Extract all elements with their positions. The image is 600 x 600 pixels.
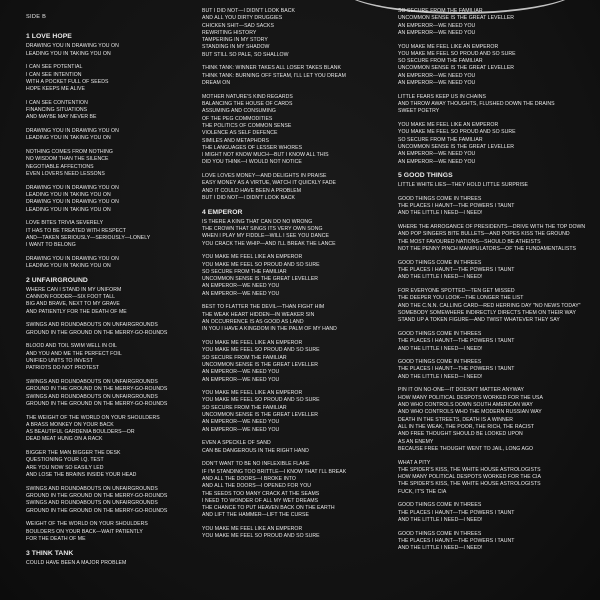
lyric-line: BUT STILL SO PALE, SO SHALLOW: [202, 51, 289, 58]
lyric-stanza: [26, 100, 204, 122]
lyric-line: WITH A POCKET FULL OF SEEDS: [26, 78, 109, 85]
lyric-line: CANNON FODDER—SIX FOOT TALL: [26, 294, 116, 301]
lyric-line: HOW MANY POLITICAL DESPOTS WORKED FOR THE CIA: [398, 474, 541, 481]
lyric-line: SO SECURE FROM THE FAMILIAR: [398, 8, 483, 14]
lyric-line: AND POP SINGERS BITE BULLETS—AND POPES KISS THE GROUND: [398, 231, 570, 238]
lyric-line: I CAN SEE INTENTION: [26, 71, 82, 78]
lyric-line: THE CROWN THAT SINGS ITS VERY OWN SONG: [202, 225, 323, 232]
lyric-line: BECAUSE FREE THOUGHT WENT TO JAIL, LONG AGO: [398, 445, 534, 452]
lyric-line: THE SPIDER'S KISS, THE WHITE HOUSE ASTROLOGISTS: [398, 466, 541, 473]
lyric-stanza: [398, 182, 576, 189]
lyric-stanza: [202, 526, 380, 541]
lyric-line: LITTLE WHITE LIES—THEY HOLD LITTLE SURPRISE: [398, 182, 529, 189]
lyric-line: NOTHING COMES FROM NOTHING: [26, 149, 113, 156]
lyric-line: AN EMPEROR—WE NEED YOU: [398, 72, 476, 79]
lyric-line: YOU MAKE ME FEEL LIKE AN EMPEROR: [398, 122, 499, 129]
lyric-line: THE LANGUAGES OF LESSER WHORES: [202, 144, 303, 151]
side-label: SIDE B: [26, 14, 47, 20]
lyric-stanza: [398, 44, 576, 88]
lyric-line: WEIGHT OF THE WORLD ON YOUR SHOULDERS: [26, 521, 148, 528]
lyric-line: FOR EVERYONE SPOTTED—TEN GET MISSED: [398, 288, 515, 295]
lyric-line: DRAWING YOU IN DRAWING YOU ON: [26, 184, 119, 191]
lyric-line: AND THE C.N.N. CALLING CARD—RED HERRING DAY "NO NEWS TODAY": [398, 302, 581, 309]
lyrics-column-2: [202, 8, 380, 547]
lyric-line: WHAT A PITY: [398, 459, 431, 466]
lyric-line: AND YOU AND ME THE PERFECT FOIL: [26, 350, 122, 357]
lyric-line: COULD HAVE BEEN A MAJOR PROBLEM: [26, 559, 127, 566]
lyric-line: NOT THE PENNY PINCH MANIPULATORS—OF THE FUNDAMENTALISTS: [398, 246, 577, 253]
lyrics-column-3: [398, 8, 586, 559]
lyric-line: BIGGER THE MAN BIGGER THE DESK: [26, 450, 121, 457]
lyric-line: THINK TANK: WINNER TAKES ALL LOSER TAKES BLANK: [202, 65, 341, 72]
song-block: [398, 172, 586, 552]
lyric-line: BUT I DID NOT—I DIDN'T LOOK BACK: [202, 8, 295, 14]
lyric-stanza: [202, 219, 380, 248]
lyric-stanza: [26, 149, 204, 178]
lyric-line: YOU MAKE ME FEEL SO PROUD AND SO SURE: [398, 129, 516, 136]
lyric-line: BOULDERS ON YOUR BACK—WAIT PATIENTLY: [26, 528, 143, 535]
lyric-line: UNCOMMON SENSE IS THE GREAT LEVELLER: [398, 143, 515, 150]
song-title: 5 GOOD THINGS: [398, 172, 453, 180]
lyric-line: THE WEAK HEART HIDDEN—IN WEAKER SIN: [202, 311, 315, 318]
lyric-line: UNCOMMON SENSE IS THE GREAT LEVELLER: [202, 276, 319, 283]
lyric-line: FUCK, IT'S THE CIA: [398, 488, 447, 495]
lyric-line: YOU MAKE ME FEEL SO PROUD AND SO SURE: [202, 397, 320, 404]
lyric-stanza: [398, 94, 576, 116]
lyric-stanza: [398, 288, 581, 324]
lyric-line: THE WEIGHT OF THE WORLD ON YOUR SHOULDERS: [26, 414, 160, 421]
lyric-line: IS THERE A KING THAT CAN DO NO WRONG: [202, 218, 313, 225]
lyric-line: GROUND IN THE GROUND ON THE MERRY-GO-ROUNDS: [26, 329, 168, 336]
lyric-line: AND ALL THE DOORS—I OPENED FOR YOU: [202, 483, 312, 490]
lyric-line: AND THE LITTLE I NEED—I NEED!: [398, 210, 483, 217]
lyric-stanza: [26, 521, 204, 543]
lyric-line: GOOD THINGS COME IN THREES: [398, 359, 482, 366]
lyric-line: UNCOMMON SENSE IS THE GREAT LEVELLER: [398, 65, 515, 72]
lyric-line: AN EMPEROR—WE NEED YOU: [398, 151, 476, 158]
lyric-line: SIMILES AND METAPHORS: [202, 137, 269, 144]
lyric-line: THINK TANK: BURNING OFF STEAM, I'LL LET YOU DREAM: [202, 72, 346, 79]
lyric-line: AN EMPEROR—WE NEED YOU: [398, 22, 476, 29]
lyric-line: GROUND IN THE GROUND ON THE MERRY-GO-ROUNDS: [26, 493, 168, 500]
lyric-line: GOOD THINGS COME IN THREES: [398, 195, 482, 202]
lyric-line: BALANCING THE HOUSE OF CARDS: [202, 101, 293, 108]
lyric-line: ARE YOU NOW SO EASILY LED: [26, 464, 104, 471]
lyric-line: GROUND IN THE GROUND ON THE MERRY-GO-ROUNDS: [26, 400, 168, 407]
lyric-line: DRAWING YOU IN DRAWING YOU ON: [26, 255, 119, 262]
lyric-line: DEAD MEAT HUNG ON A RACK: [26, 436, 103, 443]
lyric-line: SO SECURE FROM THE FAMILIAR: [398, 136, 483, 143]
lyric-line: I CAN SEE POTENTIAL: [26, 64, 83, 71]
lyric-line: LEADING YOU IN TAKING YOU ON: [26, 50, 111, 57]
lyric-stanza: [398, 460, 576, 496]
lyric-stanza: [26, 287, 204, 316]
song-block: [26, 550, 204, 567]
lyric-line: IN YOU I HAVE A KINGDOM IN THE PALM OF MY HAND: [202, 326, 337, 333]
lyric-line: AND—TAKEN SERIOUSLY—SERIOUSLY—LONELY: [26, 234, 151, 241]
song-block: [398, 8, 576, 166]
lyric-stanza: [26, 450, 204, 479]
lyric-stanza: [26, 415, 204, 444]
lyric-stanza: [26, 486, 204, 515]
lyric-line: AN EMPEROR—WE NEED YOU: [398, 158, 476, 165]
song-block: [202, 8, 380, 202]
lyric-line: DRAWING YOU IN DRAWING YOU ON: [26, 199, 119, 206]
lyric-line: YOU MAKE ME FEEL LIKE AN EMPEROR: [202, 390, 303, 397]
lyric-line: AND THE LITTLE I NEED—I NEED!: [398, 545, 483, 552]
lyric-line: AN OCCURRENCE IS AS GOOD AS LAND: [202, 319, 304, 326]
lyric-stanza: [202, 390, 380, 434]
lyric-line: A BRASS MONKEY ON YOUR BACK: [26, 421, 114, 428]
lyric-line: STANDING IN MY SHADOW: [202, 44, 270, 51]
lyric-line: DID YOU THINK—I WOULD NOT NOTICE: [202, 159, 302, 166]
lyric-line: GOOD THINGS COME IN THREES: [398, 259, 482, 266]
lyric-stanza: [26, 64, 204, 93]
lyric-line: GOOD THINGS COME IN THREES: [398, 530, 482, 537]
lyric-line: AS BEAUTIFUL GARDENIA BOULDERS—OR: [26, 429, 135, 436]
lyric-line: THE PLACES I HAUNT—THE POWERS I TAUNT: [398, 537, 515, 544]
lyric-line: AND MAYBE MAY NEVER BE: [26, 114, 97, 121]
song-block: [26, 277, 204, 543]
lyric-line: REWRITING HISTORY: [202, 29, 257, 36]
lyric-line: UNCOMMON SENSE IS THE GREAT LEVELLER: [202, 361, 319, 368]
lyric-line: SWINGS AND ROUNDABOUTS ON UNFAIRGROUNDS: [26, 393, 158, 400]
lyric-stanza: [26, 322, 204, 337]
lyric-line: AND LOSE THE BRAINS INSIDE YOUR HEAD: [26, 472, 137, 479]
lyric-line: BEST TO FLATTER THE DEVIL—THAN FIGHT HIM: [202, 304, 325, 311]
lyric-stanza: [398, 122, 576, 166]
lyric-stanza: [26, 43, 204, 58]
lyric-stanza: [202, 440, 380, 455]
lyric-line: AND FREE THOUGHT SHOULD BE LOOKED UPON: [398, 431, 523, 438]
lyric-stanza: [202, 254, 380, 298]
lyric-line: AND PATIENTLY FOR THE DEATH OF ME: [26, 308, 127, 315]
lyric-line: LEADING YOU IN TAKING YOU ON: [26, 263, 111, 270]
lyric-stanza: [202, 461, 380, 519]
lyric-line: YOU MAKE ME FEEL LIKE AN EMPEROR: [398, 43, 499, 50]
song-title: 3 THINK TANK: [26, 549, 74, 557]
lyric-line: AN EMPEROR—WE NEED YOU: [202, 426, 280, 433]
lyric-line: AND WHO CONTROLS DOWN SOUTH AMERICAN WAY: [398, 402, 533, 409]
lyric-line: AND THE LITTLE I NEED—I NEED!: [398, 345, 483, 352]
song-title: 2 UNFAIRGROUND: [26, 276, 88, 284]
lyric-line: WHERE THE ARROGANCE OF PRESIDENTS—DRIVE WITH THE TOP DOWN: [398, 224, 586, 231]
lyric-line: AN EMPEROR—WE NEED YOU: [202, 283, 280, 290]
lyric-line: THE MOST FAVOURED NATIONS—SHOULD BE ATHEISTS: [398, 238, 541, 245]
lyric-stanza: [398, 531, 576, 553]
lyric-line: NEGOTIABLE AFFECTIONS: [26, 163, 94, 170]
lyric-line: SO SECURE FROM THE FAMILIAR: [202, 354, 287, 361]
lyric-line: AND THE LITTLE I NEED—I NEED!: [398, 373, 483, 380]
lyric-line: LEADING YOU IN TAKING YOU ON: [26, 135, 111, 142]
lyric-line: SO SECURE FROM THE FAMILIAR: [202, 404, 287, 411]
lyric-line: SWINGS AND ROUNDABOUTS ON UNFAIRGROUNDS: [26, 500, 158, 507]
lyric-line: YOU MAKE ME FEEL SO PROUD AND SO SURE: [202, 347, 320, 354]
lyric-line: SWEET POETRY: [398, 108, 440, 115]
lyric-line: TAMPERING IN MY STORY: [202, 37, 268, 44]
lyric-line: CAN BE DANGEROUS IN THE RIGHT HAND: [202, 447, 309, 454]
lyric-line: THE CHANCE TO PUT HEAVEN BACK ON THE EARTH: [202, 505, 335, 512]
lyric-line: LEADING YOU IN TAKING YOU ON: [26, 192, 111, 198]
lyric-line: MOTHER NATURE'S KIND REGARDS: [202, 93, 293, 100]
lyric-line: I CAN SEE CONTENTION: [26, 99, 88, 106]
lyric-stanza: [398, 260, 576, 282]
lyric-line: DREAM ON: [202, 80, 231, 87]
lyric-line: IF I'M STANDING TOO BRITTLE—I KNOW THAT I'LL BREAK: [202, 468, 347, 475]
lyric-line: I WANT TO BELONG: [26, 242, 76, 249]
lyric-line: GROUND IN THE GROUND ON THE MERRY-GO-ROUNDS: [26, 386, 168, 393]
lyric-stanza: [398, 387, 576, 453]
lyric-stanza: [26, 343, 204, 372]
lyric-stanza: [202, 94, 380, 167]
lyric-line: HOPE KEEPS ME ALIVE: [26, 86, 85, 93]
lyric-line: UNCOMMON SENSE IS THE GREAT LEVELLER: [398, 15, 515, 22]
lyric-line: THE POLITICS OF COMMON SENSE: [202, 122, 292, 129]
lyrics-column-1: [26, 8, 204, 573]
lyric-stanza: [26, 560, 204, 567]
lyric-stanza: [398, 8, 576, 37]
lyric-line: CHICKEN SHIT—SAD SACKS: [202, 22, 274, 29]
lyric-line: AS AN ENEMY: [398, 438, 434, 445]
lyric-line: DRAWING YOU IN DRAWING YOU ON: [26, 128, 119, 135]
lyric-stanza: [202, 173, 380, 202]
lyric-line: BLOOD AND TOIL SWIM WELL IN OIL: [26, 343, 117, 350]
lyric-line: THE DEEPER YOU LOOK—THE LONGER THE LIST: [398, 295, 524, 302]
lyric-line: AN EMPEROR—WE NEED YOU: [202, 419, 280, 426]
lyric-line: FINANCING SITUATIONS: [26, 107, 88, 114]
song-block: [26, 33, 204, 270]
lyric-line: YOU MAKE ME FEEL LIKE AN EMPEROR: [202, 340, 303, 347]
lyric-line: THE PLACES I HAUNT—THE POWERS I TAUNT: [398, 366, 515, 373]
lyric-line: SO SECURE FROM THE FAMILIAR: [202, 268, 287, 275]
lyric-stanza: [398, 359, 576, 381]
lyric-line: BIG AND BRAVE, NEXT TO MY GRAVE: [26, 301, 120, 308]
lyric-line: I NEED TO WONDER OF ALL MY WET DREAMS: [202, 497, 319, 504]
lyric-stanza: [26, 128, 204, 143]
lyric-line: SWINGS AND ROUNDABOUTS ON UNFAIRGROUNDS: [26, 378, 158, 385]
lyric-line: AN EMPEROR—WE NEED YOU: [202, 369, 280, 376]
lyric-line: FOR THE DEATH OF ME: [26, 535, 86, 542]
lyric-stanza: [26, 185, 204, 214]
lyric-line: AN EMPEROR—WE NEED YOU: [202, 290, 280, 297]
lyric-line: ALL IN THE WEAK, THE POOR, THE RICH, THE RACIST: [398, 423, 535, 430]
lyric-line: AND THE LITTLE I NEED—I NEED!: [398, 274, 483, 281]
lyric-line: LEADING YOU IN TAKING YOU ON: [26, 206, 111, 213]
lyric-line: AND LIFT THE HAMMER—LIFT THE CURSE: [202, 512, 310, 519]
lyric-line: UNIFIED UNITS TO INVEST: [26, 358, 93, 364]
lyric-line: THE SPIDER'S KISS, THE WHITE HOUSE ASTROLOGISTS: [398, 481, 541, 488]
lyric-line: THE PLACES I HAUNT—THE POWERS I TAUNT: [398, 267, 515, 274]
lyric-line: YOU CRACK THE WHIP—AND I'LL BREAK THE LANCE: [202, 240, 336, 247]
lyric-line: QUESTIONING YOUR I.Q. TEST: [26, 457, 104, 464]
lyric-line: ASSUMING AND CONSUMING: [202, 108, 276, 115]
lyric-stanza: [26, 256, 204, 271]
lyric-line: YOU MAKE ME FEEL LIKE AN EMPEROR: [202, 254, 303, 261]
lyric-line: NO WISDOM THAN THE SILENCE: [26, 156, 109, 163]
lyric-stanza: [398, 331, 576, 353]
lyric-line: VIOLENCE AS SELF DEFENCE: [202, 130, 278, 137]
lyric-line: THE PLACES I HAUNT—THE POWERS I TAUNT: [398, 509, 515, 516]
lyric-line: SO SECURE FROM THE FAMILIAR: [398, 58, 483, 65]
lyric-line: STAND UP A TOKEN FIGURE—AND TWIST WHATEVER THEY SAY: [398, 317, 560, 324]
lyric-line: WHERE CAN I STAND IN MY UNIFORM: [26, 286, 122, 293]
lyric-line: DON'T WANT TO BE NO INFLEXIBLE FLAKE: [202, 461, 310, 468]
lyric-stanza: [398, 224, 586, 253]
lyric-line: GOOD THINGS COME IN THREES: [398, 502, 482, 509]
lyric-line: YOU MAKE ME FEEL LIKE AN EMPEROR: [202, 526, 303, 533]
lyric-line: WHEN I PLAY MY FIDDLE—WILL I SEE YOU DANCE: [202, 233, 329, 240]
lyric-line: LOVE LOVES MONEY—AND DELIGHTS IN PRAISE: [202, 173, 327, 180]
lyric-line: HOW MANY POLITICAL DESPOTS WORKED FOR THE USA: [398, 394, 543, 401]
lyric-line: SWINGS AND ROUNDABOUTS ON UNFAIRGROUNDS: [26, 322, 158, 329]
lyric-stanza: [202, 8, 380, 59]
lyric-line: I MIGHT NOT KNOW MUCH—BUT I KNOW ALL THIS: [202, 152, 329, 159]
lyric-line: DRAWING YOU IN DRAWING YOU ON: [26, 43, 119, 50]
lyric-line: LITTLE FEARS KEEP US IN CHAINS: [398, 93, 486, 100]
song-block: [202, 209, 380, 541]
lyric-line: GOOD THINGS COME IN THREES: [398, 330, 482, 337]
lyric-line: EVEN LOVERS NEED LESSONS: [26, 171, 105, 178]
lyric-line: EASY MONEY AS A VIRTUE, WATCH IT QUICKLY FADE: [202, 180, 336, 187]
lyric-line: DEATH IN THE STREETS, DEATH IS A WINNER: [398, 416, 514, 423]
lyric-line: AN EMPEROR—WE NEED YOU: [398, 29, 476, 36]
lyric-stanza: [398, 196, 576, 218]
lyric-line: AND ALL THE DOORS—I BROKE INTO: [202, 475, 296, 482]
lyric-line: AND IT COULD HAVE BEEN A PROBLEM: [202, 187, 302, 194]
lyric-line: LOVE BITES TRIVIA SEVERELY: [26, 220, 104, 227]
lyric-line: SWINGS AND ROUNDABOUTS ON UNFAIRGROUNDS: [26, 485, 158, 492]
lyric-line: BUT I DID NOT—I DIDN'T LOOK BACK: [202, 195, 295, 201]
song-title: 4 EMPEROR: [202, 208, 243, 216]
lyric-stanza: [202, 340, 380, 384]
lyric-line: AN EMPEROR—WE NEED YOU: [398, 80, 476, 87]
song-title: 1 LOVE HOPE: [26, 33, 72, 41]
lyric-line: GROUND IN THE GROUND ON THE MERRY-GO-ROUNDS: [26, 507, 168, 514]
lyric-line: YOU MAKE ME FEEL SO PROUD AND SO SURE: [202, 261, 320, 268]
lyric-stanza: [398, 502, 576, 524]
lyric-line: YOU MAKE ME FEEL SO PROUD AND SO SURE: [202, 533, 320, 540]
lyric-line: PIN IT ON NO-ONE—IT DOESN'T MATTER ANYWAY: [398, 387, 525, 394]
lyric-stanza: [26, 220, 204, 249]
lyric-line: AND THE LITTLE I NEED—I NEED!: [398, 517, 483, 523]
lyric-line: EVEN A SPECKLE OF SAND: [202, 440, 271, 447]
lyric-line: THE SEEDS TOO MANY CRACK AT THE SEAMS: [202, 490, 320, 497]
lyric-line: SOMEBODY SOMEWHERE INDIRECTLY DIRECTS THEM ON THEIR WAY: [398, 309, 576, 316]
lyric-stanza: [26, 379, 204, 408]
lyric-line: THE PLACES I HAUNT—THE POWERS I TAUNT: [398, 338, 515, 345]
lyric-line: AN EMPEROR—WE NEED YOU: [202, 376, 280, 383]
lyric-line: IT HAS TO BE TREATED WITH RESPECT: [26, 227, 127, 234]
lyric-line: YOU MAKE ME FEEL SO PROUD AND SO SURE: [398, 50, 516, 57]
lyric-stanza: [202, 304, 380, 333]
lyric-line: THE PLACES I HAUNT—THE POWERS I TAUNT: [398, 203, 515, 210]
lyric-line: AND THROW AWAY THOUGHTS, FLUSHED DOWN THE DRAINS: [398, 101, 555, 108]
lyric-line: UNCOMMON SENSE IS THE GREAT LEVELLER: [202, 412, 319, 419]
lyric-line: AND ALL YOU DIRTY DRUGGIES: [202, 15, 283, 22]
lyric-line: AND WHO CONTROLS WHO THE MODERN RUSSIAN WAY: [398, 409, 542, 416]
lyric-line: OF THE PEG COMMODITIES: [202, 115, 273, 122]
lyric-line: PATRIOTS DO NOT PROTEST: [26, 365, 100, 372]
lyric-stanza: [202, 65, 380, 87]
